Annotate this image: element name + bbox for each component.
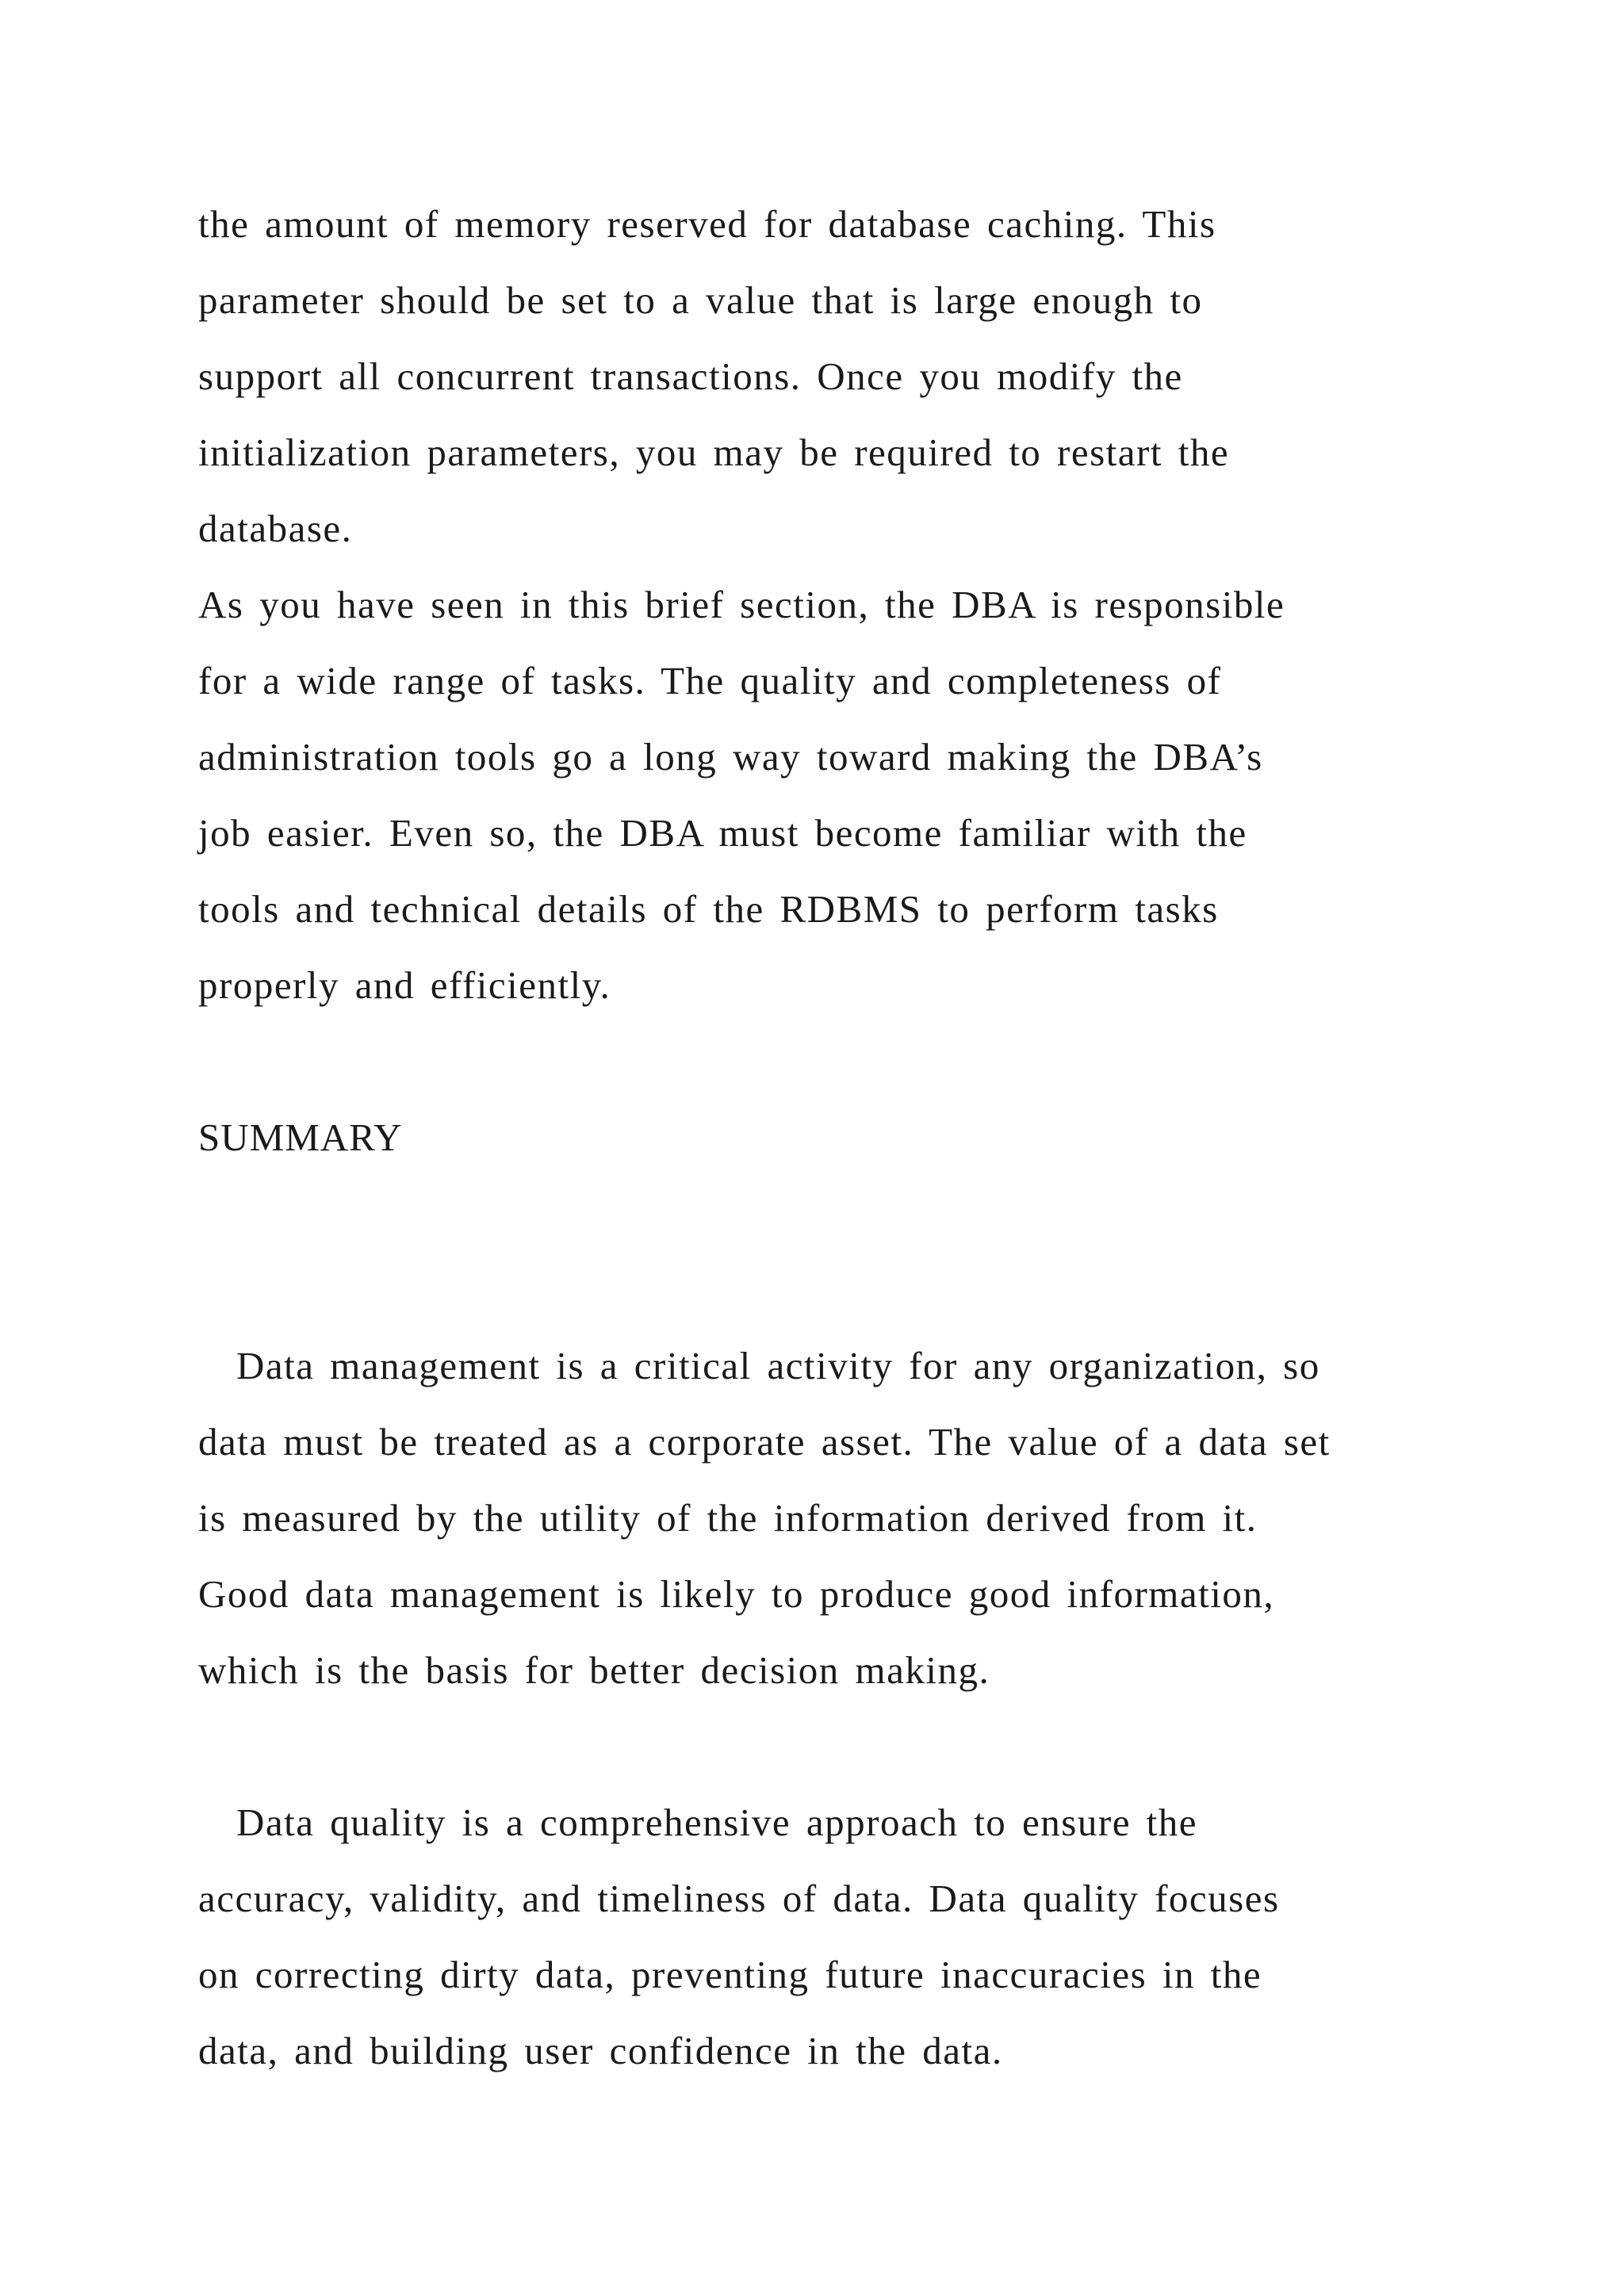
text-line: database.: [198, 507, 353, 550]
text-line: which is the basis for better decision making.: [198, 1648, 990, 1692]
text-line: parameter should be set to a value that is large enough to: [198, 278, 1203, 322]
paragraph-caching: [198, 186, 1467, 567]
text-line: administration tools go a long way toward making the DBA’s: [198, 735, 1263, 779]
text-line: initialization parameters, you may be required to restart the: [198, 430, 1230, 474]
paragraph-data-management: [198, 1328, 1467, 1709]
heading-spacer: [198, 1176, 1467, 1328]
paragraph-spacer: [198, 1709, 1467, 1785]
text-line: As you have seen in this brief section, the DBA is responsible: [198, 583, 1285, 626]
text-line: on correcting dirty data, preventing future inaccuracies in the: [198, 1953, 1262, 1996]
paragraph-dba-tasks: [198, 567, 1467, 1024]
text-line: job easier. Even so, the DBA must become familiar with the: [198, 811, 1247, 855]
paragraph-spacer: [198, 1024, 1467, 1100]
text-line: data must be treated as a corporate asset. The value of a data set: [198, 1420, 1331, 1464]
document-page: [198, 186, 1467, 2089]
paragraph-data-quality: [198, 1785, 1467, 2089]
text-line: data, and building user confidence in the data.: [198, 2029, 1003, 2072]
text-line: support all concurrent transactions. Once you modify the: [198, 354, 1183, 398]
text-line: Data quality is a comprehensive approach to ensure the: [236, 1800, 1198, 1844]
text-line: the amount of memory reserved for database caching. This: [198, 202, 1216, 246]
text-line: Data management is a critical activity for any organization, so: [236, 1344, 1320, 1387]
text-line: properly and efficiently.: [198, 963, 611, 1007]
text-line: is measured by the utility of the information derived from it.: [198, 1496, 1258, 1540]
text-line: Good data management is likely to produce good information,: [198, 1572, 1275, 1616]
section-heading: SUMMARY: [198, 1115, 403, 1159]
text-line: accuracy, validity, and timeliness of data. Data quality focuses: [198, 1877, 1280, 1920]
text-line: for a wide range of tasks. The quality and completeness of: [198, 659, 1222, 702]
text-line: tools and technical details of the RDBMS to perform tasks: [198, 887, 1219, 931]
